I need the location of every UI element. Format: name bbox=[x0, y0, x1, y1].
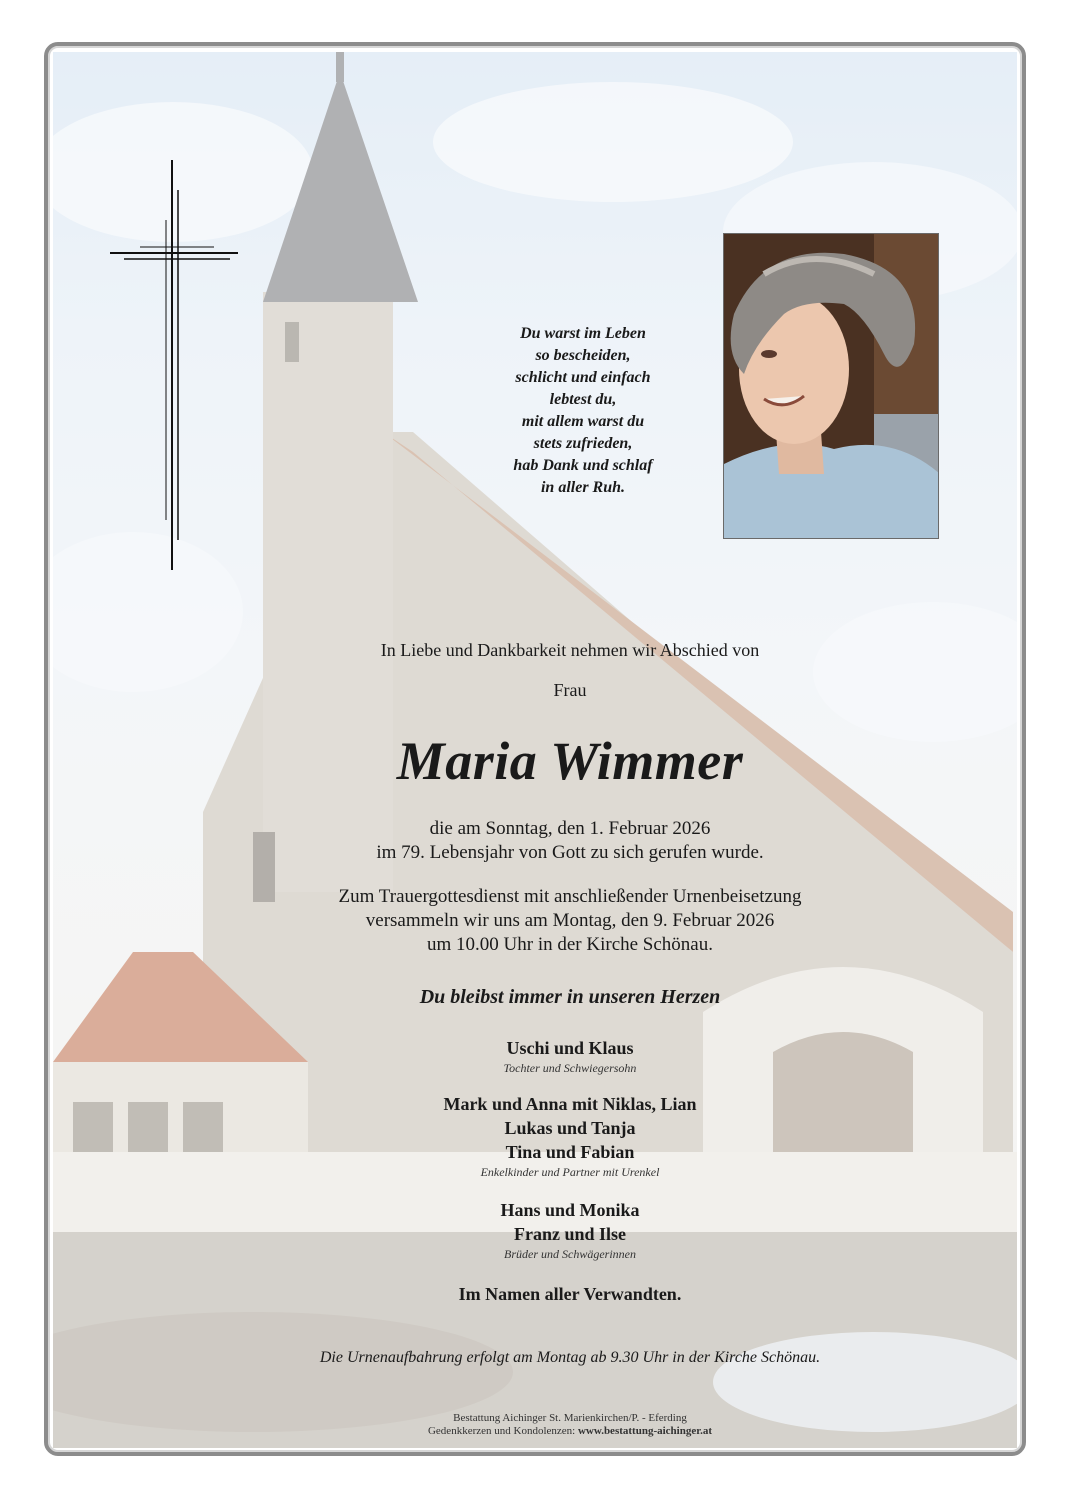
verse-line: stets zufrieden, bbox=[533, 435, 633, 452]
mourner-relation: Enkelkinder und Partner mit Urenkel bbox=[480, 1165, 660, 1179]
closing-line: Im Namen aller Verwandten. bbox=[458, 1284, 682, 1304]
footer-line: Bestattung Aichinger St. Marienkirchen/P. - Eferding bbox=[453, 1412, 687, 1424]
death-line: im 79. Lebensjahr von Gott zu sich gerufen wurde. bbox=[376, 842, 764, 863]
verse-line: hab Dank und schlaf bbox=[513, 457, 653, 474]
verse-line: lebtest du, bbox=[549, 391, 617, 408]
cross-icon bbox=[110, 160, 240, 570]
mourner-name: Lukas und Tanja bbox=[504, 1118, 636, 1138]
footer-url-link[interactable]: www.bestattung-aichinger.at bbox=[577, 1425, 713, 1437]
death-line: die am Sonntag, den 1. Februar 2026 bbox=[429, 818, 711, 839]
service-line: Zum Trauergottesdienst mit anschließender Urnenbeisetzung bbox=[338, 886, 802, 907]
verse-line: schlicht und einfach bbox=[515, 369, 651, 386]
mourner-names bbox=[260, 1036, 880, 1060]
portrait-illustration bbox=[724, 234, 939, 539]
mourner-group bbox=[260, 1092, 880, 1180]
service-notice bbox=[260, 885, 880, 957]
memorial-verse bbox=[458, 323, 708, 499]
mourner-names bbox=[260, 1092, 880, 1164]
intro-text: In Liebe und Dankbarkeit nehmen wir Abschied von bbox=[380, 640, 760, 660]
mourner-relation: Tochter und Schwiegersohn bbox=[503, 1061, 637, 1075]
urn-notice: Die Urnenaufbahrung erfolgt am Montag ab 9.30 Uhr in der Kirche Schönau. bbox=[319, 1349, 821, 1366]
mourner-name: Hans und Monika bbox=[500, 1200, 640, 1220]
footer-line-2 bbox=[260, 1425, 880, 1438]
mourner-name: Tina und Fabian bbox=[505, 1142, 635, 1162]
funeral-home-footer bbox=[260, 1412, 880, 1438]
verse-line: mit allem warst du bbox=[521, 413, 645, 430]
portrait-photo bbox=[723, 233, 939, 539]
mourner-group bbox=[260, 1036, 880, 1076]
service-line: versammeln wir uns am Montag, den 9. Februar 2026 bbox=[365, 910, 775, 931]
deceased-name: Maria Wimmer bbox=[396, 731, 744, 791]
service-line: um 10.00 Uhr in der Kirche Schönau. bbox=[427, 934, 713, 955]
motto: Du bleibst immer in unseren Herzen bbox=[419, 986, 721, 1008]
mourner-names bbox=[260, 1198, 880, 1246]
verse-line: in aller Ruh. bbox=[540, 479, 626, 496]
mourner-name: Uschi und Klaus bbox=[506, 1038, 634, 1058]
death-notice bbox=[260, 817, 880, 865]
mourner-relation: Brüder und Schwägerinnen bbox=[504, 1247, 636, 1261]
salutation: Frau bbox=[553, 680, 587, 700]
mourner-name: Mark und Anna mit Niklas, Lian bbox=[443, 1094, 697, 1114]
mourner-name: Franz und Ilse bbox=[513, 1224, 627, 1244]
verse-line: so bescheiden, bbox=[535, 347, 631, 364]
footer-prefix: Gedenkkerzen und Kondolenzen: bbox=[427, 1425, 576, 1437]
verse-line: Du warst im Leben bbox=[520, 325, 646, 342]
mourner-group bbox=[260, 1198, 880, 1262]
